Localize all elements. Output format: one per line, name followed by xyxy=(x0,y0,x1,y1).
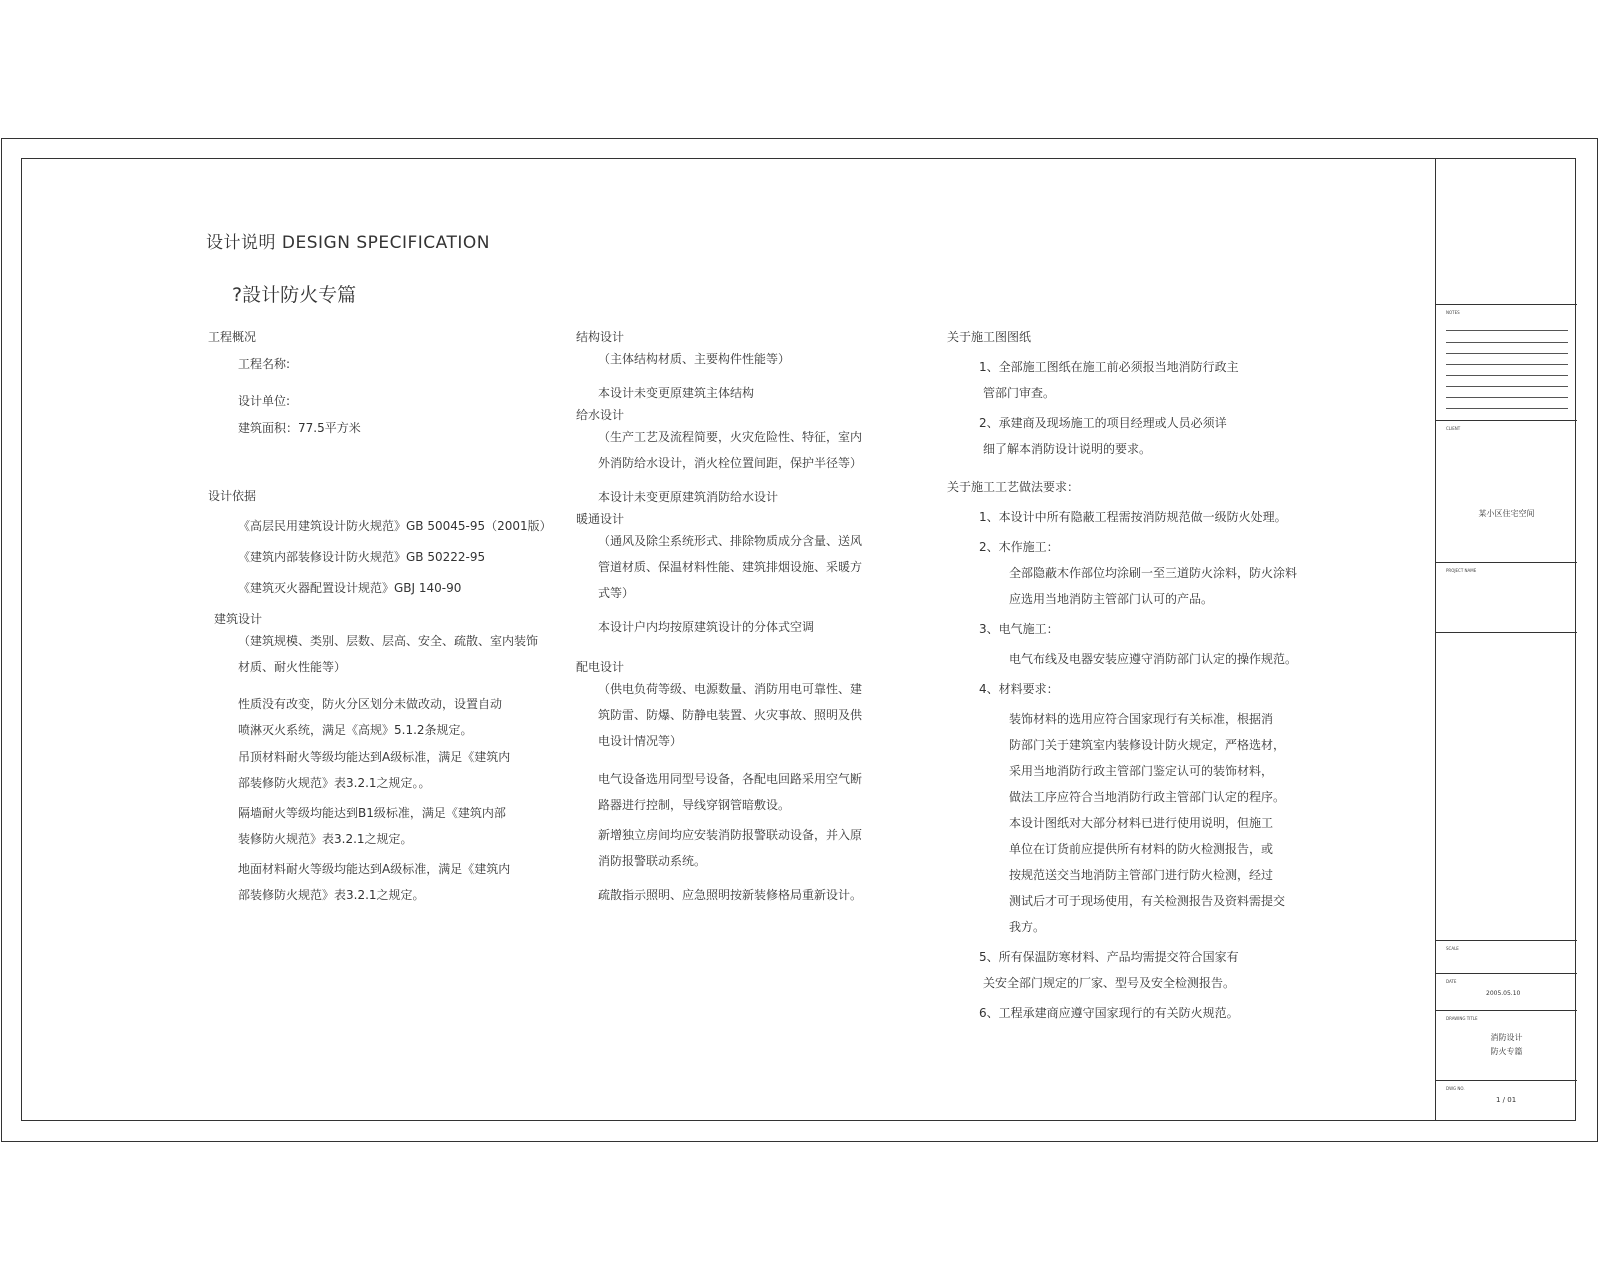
text-line: 筑防雷、防爆、防静电装置、火灾事故、照明及供 xyxy=(598,708,863,722)
text-line: 设计依据 xyxy=(208,489,257,503)
title-block-divider xyxy=(1436,1080,1577,1081)
notes-rule xyxy=(1446,342,1568,343)
text-line: 工程概况 xyxy=(208,330,257,344)
text-line: 本设计户内均按原建筑设计的分体式空调 xyxy=(598,620,815,634)
text-line: 测试后才可于现场使用，有关检测报告及资料需提交 xyxy=(1009,894,1286,908)
text-line: 电设计情况等） xyxy=(598,734,683,748)
text-line: 关于施工图图纸 xyxy=(947,330,1032,344)
text-line: （通风及除尘系统形式、排除物质成分含量、送风 xyxy=(598,534,863,548)
document-subtitle: ?設计防火专篇 xyxy=(232,284,357,306)
text-line: 路器进行控制，导线穿钢管暗敷设。 xyxy=(598,798,791,812)
title-block-divider xyxy=(1436,304,1577,305)
title-block-label: NOTES xyxy=(1446,310,1460,315)
title-block-divider xyxy=(1436,632,1577,633)
title-block-label: SCALE xyxy=(1446,946,1459,951)
title-block-divider xyxy=(1436,562,1577,563)
text-line: 1、本设计中所有隐蔽工程需按消防规范做一级防火处理。 xyxy=(979,510,1287,524)
text-line: 性质没有改变，防火分区划分未做改动，设置自动 xyxy=(238,697,503,711)
text-line: 疏散指示照明、应急照明按新装修格局重新设计。 xyxy=(598,888,863,902)
title-block-label: PROJECT NAME xyxy=(1446,568,1477,573)
text-line: 3、电气施工： xyxy=(979,622,1059,636)
text-line: （主体结构材质、主要构件性能等） xyxy=(598,352,791,366)
text-line: 单位在订货前应提供所有材料的防火检测报告，或 xyxy=(1009,842,1274,856)
text-line: 2、木作施工： xyxy=(979,540,1059,554)
sheet-number: 1 / 01 xyxy=(1496,1096,1517,1104)
text-line: 《建筑内部装修设计防火规范》GB 50222-95 xyxy=(238,550,486,564)
text-line: 1、全部施工图纸在施工前必须报当地消防行政主 xyxy=(979,360,1239,374)
title-block-label: DWG NO. xyxy=(1446,1086,1465,1091)
title-block-label: DATE xyxy=(1446,979,1457,984)
text-line: 暖通设计 xyxy=(576,512,625,526)
notes-rule xyxy=(1446,375,1568,376)
text-line: 吊顶材料耐火等级均能达到A级标准，满足《建筑内 xyxy=(238,750,511,764)
title-block xyxy=(1435,158,1576,1121)
document-title: 设计说明 DESIGN SPECIFICATION xyxy=(206,233,490,253)
text-line: （供电负荷等级、电源数量、消防用电可靠性、建 xyxy=(598,682,863,696)
text-line: 2、承建商及现场施工的项目经理或人员必须详 xyxy=(979,416,1227,430)
text-line: 部装修防火规范》表3.2.1之规定。 xyxy=(238,888,425,902)
text-line: 地面材料耐火等级均能达到A级标准，满足《建筑内 xyxy=(238,862,511,876)
project-name: 某小区住宅空间 xyxy=(1478,509,1535,518)
title-block-label: CLIENT xyxy=(1446,426,1461,431)
text-line: 关于施工工艺做法要求： xyxy=(947,480,1080,494)
notes-rule xyxy=(1446,386,1568,387)
text-line: 本设计未变更原建筑消防给水设计 xyxy=(598,490,779,504)
text-line: 全部隐蔽木作部位均涂刷一至三道防火涂料，防火涂料 xyxy=(1009,566,1298,580)
text-line: 电气设备选用同型号设备，各配电回路采用空气断 xyxy=(598,772,863,786)
text-line: 建筑面积：77.5平方米 xyxy=(238,421,361,435)
title-block-divider xyxy=(1436,420,1577,421)
text-line: 电气布线及电器安装应遵守消防部门认定的操作规范。 xyxy=(1009,652,1298,666)
date-value: 2005.05.10 xyxy=(1486,990,1521,997)
text-line: 隔墙耐火等级均能达到B1级标准，满足《建筑内部 xyxy=(238,806,506,820)
text-line: 按规范送交当地消防主管部门进行防火检测，经过 xyxy=(1009,868,1274,882)
notes-rule xyxy=(1446,397,1568,398)
text-line: 本设计图纸对大部分材料已进行使用说明，但施工 xyxy=(1009,816,1274,830)
title-block-divider xyxy=(1436,973,1577,974)
drawing-title-line-2: 防火专篇 xyxy=(1490,1047,1523,1056)
text-line: 6、工程承建商应遵守国家现行的有关防火规范。 xyxy=(979,1006,1239,1020)
text-line: 部装修防火规范》表3.2.1之规定。。 xyxy=(238,776,431,790)
notes-rule xyxy=(1446,364,1568,365)
text-line: 采用当地消防行政主管部门鉴定认可的装饰材料， xyxy=(1009,764,1274,778)
text-line: （建筑规模、类别、层数、层高、安全、疏散、室内装饰 xyxy=(238,634,539,648)
text-line: 我方。 xyxy=(1009,920,1046,934)
text-line: 4、材料要求： xyxy=(979,682,1059,696)
text-line: 装修防火规范》表3.2.1之规定。 xyxy=(238,832,413,846)
text-line: 结构设计 xyxy=(576,330,625,344)
notes-rule xyxy=(1446,330,1568,331)
text-line: 《高层民用建筑设计防火规范》GB 50045-95（2001版） xyxy=(238,519,552,533)
text-line: 消防报警联动系统。 xyxy=(598,854,707,868)
text-line: 本设计未变更原建筑主体结构 xyxy=(598,386,755,400)
text-line: 应选用当地消防主管部门认可的产品。 xyxy=(1009,592,1214,606)
text-line: 配电设计 xyxy=(576,660,625,674)
text-line: （生产工艺及流程简要，火灾危险性、特征，室内 xyxy=(598,430,863,444)
text-line: 防部门关于建筑室内装修设计防火规定，严格选材， xyxy=(1009,738,1286,752)
text-line: 喷淋灭火系统，满足《高规》5.1.2条规定。 xyxy=(238,723,473,737)
text-line: 材质、耐火性能等） xyxy=(238,660,347,674)
text-line: 做法工序应符合当地消防行政主管部门认定的程序。 xyxy=(1009,790,1286,804)
drawing-title-line-1: 消防设计 xyxy=(1490,1033,1523,1042)
text-line: 关安全部门规定的厂家、型号及安全检测报告。 xyxy=(983,976,1236,990)
notes-rule xyxy=(1446,353,1568,354)
text-line: 外消防给水设计，消火栓位置间距，保护半径等） xyxy=(598,456,863,470)
text-line: 设计单位: xyxy=(238,394,291,408)
text-line: 细了解本消防设计说明的要求。 xyxy=(983,442,1152,456)
text-line: 装饰材料的选用应符合国家现行有关标准，根据消 xyxy=(1009,712,1274,726)
text-line: 5、所有保温防寒材料、产品均需提交符合国家有 xyxy=(979,950,1239,964)
text-line: 工程名称: xyxy=(238,357,291,371)
title-block-divider xyxy=(1436,940,1577,941)
title-block-divider xyxy=(1436,1010,1577,1011)
text-line: 管部门审查。 xyxy=(983,386,1056,400)
text-line: 建筑设计 xyxy=(214,612,263,626)
text-line: 《建筑灭火器配置设计规范》GBJ 140-90 xyxy=(238,581,462,595)
text-line: 给水设计 xyxy=(576,408,625,422)
text-line: 管道材质、保温材料性能、建筑排烟设施、采暖方 xyxy=(598,560,863,574)
title-block-label: DRAWING TITLE xyxy=(1446,1016,1478,1021)
notes-rule xyxy=(1446,408,1568,409)
text-line: 新增独立房间均应安装消防报警联动设备，并入原 xyxy=(598,828,863,842)
text-line: 式等） xyxy=(598,586,635,600)
